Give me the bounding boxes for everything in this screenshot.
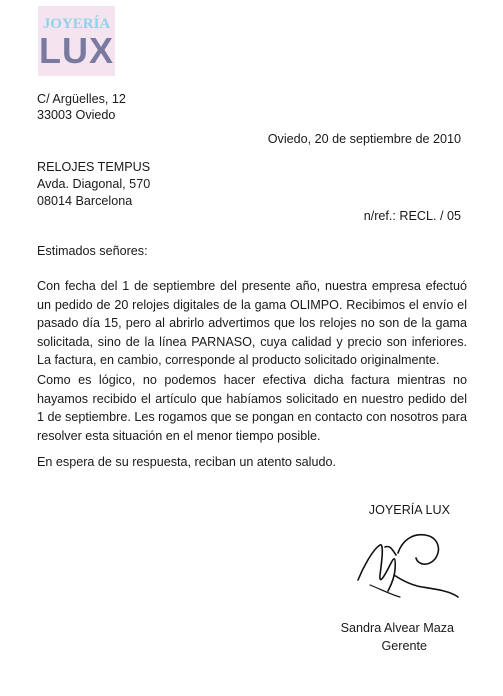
letter-date: Oviedo, 20 de septiembre de 2010 (267, 132, 461, 146)
recipient-city: 08014 Barcelona (37, 194, 133, 208)
signer-title: Gerente (381, 639, 427, 653)
closing-line: En espera de su respuesta, reciban un atento saludo. (37, 455, 336, 469)
handwritten-signature (350, 525, 460, 605)
recipient-street: Avda. Diagonal, 570 (37, 177, 151, 191)
signoff-company: JOYERÍA LUX (368, 503, 450, 517)
logo-main-text: LUX (39, 30, 114, 71)
greeting: Estimados señores: (37, 244, 148, 258)
body-paragraph-1: Con fecha del 1 de septiembre del presente año, nuestra empresa efectuó un pedido de 20 relojes digitales de la gama OLIMPO. Recibimos el envío el pasado día 15, pero al abrirlo advertimos que los relojes no son de la gama solicitada, sino de la línea PARNASO, cuya calidad y precio son inferiores. La factura, en cambio, corresponde al producto solicitado originalmente. (37, 279, 467, 367)
sender-city: 33003 Oviedo (37, 108, 116, 122)
company-logo (38, 6, 115, 76)
logo-top-text: JOYERÍA (42, 16, 111, 32)
body-paragraph-2: Como es lógico, no podemos hacer efectiva dicha factura mientras no hayamos recibido el artículo que habíamos solicitado en nuestro pedido del 1 de septiembre. Les rogamos que se pongan en contacto con nosotros para resolver esta situación en el menor tiempo posible. (37, 373, 467, 443)
reference-number: n/ref.: RECL. / 05 (363, 209, 461, 223)
recipient-name: RELOJES TEMPUS (37, 160, 151, 174)
signer-name: Sandra Alvear Maza (340, 621, 454, 635)
sender-street: C/ Argüelles, 12 (37, 92, 126, 106)
